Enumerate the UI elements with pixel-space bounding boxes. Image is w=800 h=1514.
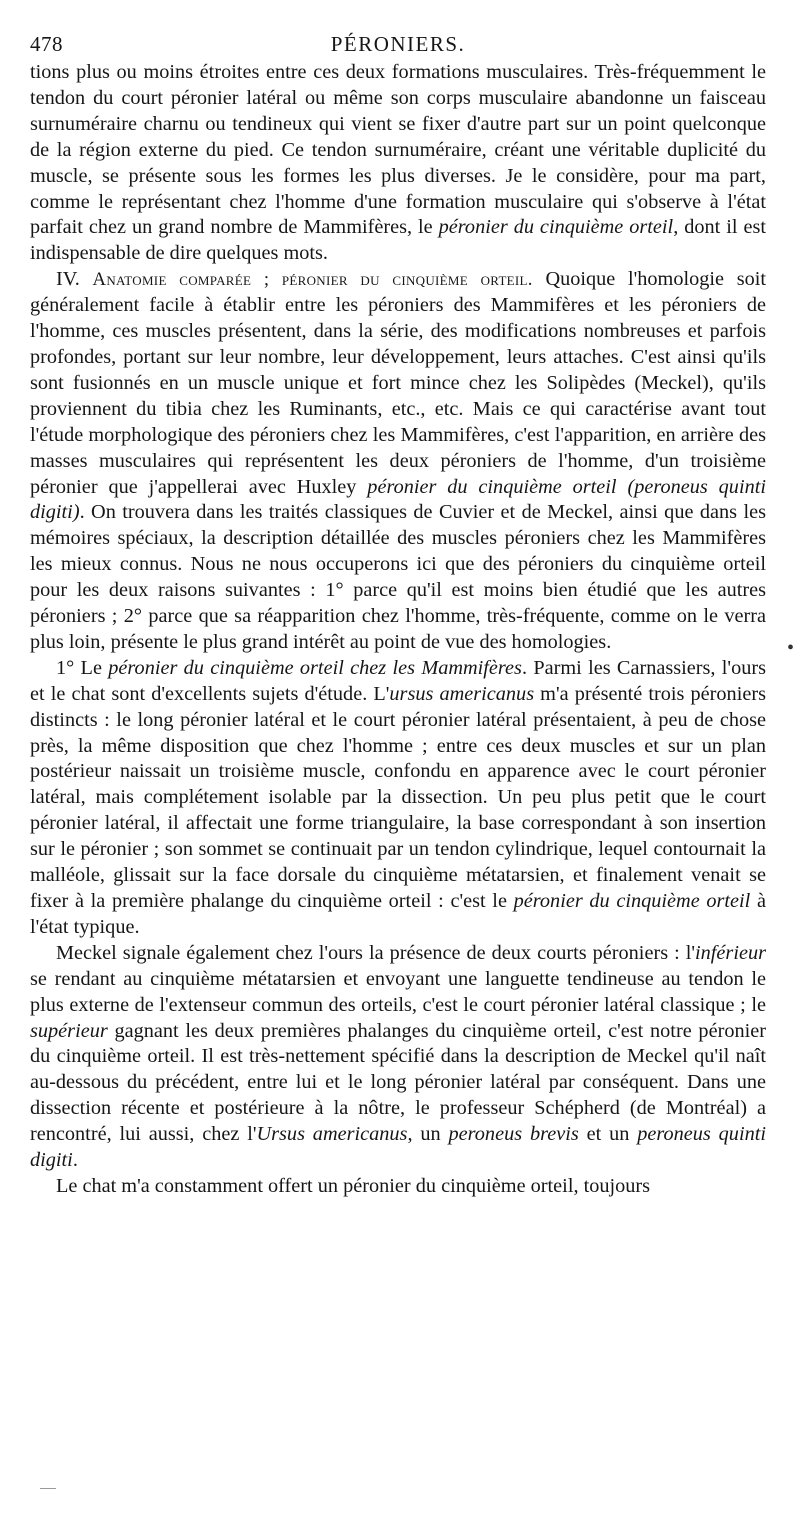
- page-number: 478: [30, 32, 63, 56]
- paragraph-continuation: tions plus ou moins étroites entre ces deux formations musculaires. Très-fréquemment le tendon du court péronier latéral ou même son corps musculaire abandonne un faisceau surnuméraire charnu ou tendineux qui vient se fixer d'autre part sur un point quelconque de la région externe du pied. Ce tendon surnuméraire, créant une véritable duplicité du muscle, se présente sous les formes les plus diverses. Je le considère, pour ma part, comme le représentant chez l'homme d'une formation musculaire qui s'observe à l'état parfait chez un grand nombre de Mammifères, le péronier du cinquième orteil, dont il est indispensable de dire quelques mots.: [30, 61, 766, 265]
- margin-dash: [40, 1488, 56, 1489]
- paragraph-meckel: Meckel signale également chez l'ours la présence de deux courts péroniers : l'inférieur se rendant au cinquième métatarsien et envoyant une languette tendineuse au tendon le plus externe de l'extenseur commun des orteils, c'est le court péronier latéral classique ; le supérieur gagnant les deux premières phalanges du cinquième orteil, c'est notre péronier du cinquième orteil. Il est très-nettement spécifié dans la description de Meckel qu'il naît au-dessous du précédent, entre lui et le long péronier latéral par conséquent. Dans une dissection récente et postérieure à la nôtre, le professeur Schépherd (de Montréal) a rencontré, lui aussi, chez l'Ursus americanus, un peroneus brevis et un peroneus quinti digiti.: [30, 941, 766, 1172]
- running-head: [30, 26, 766, 60]
- section-heading: Anatomie comparée ; péronier du cinquième orteil.: [92, 269, 533, 291]
- section-number: IV.: [56, 268, 93, 291]
- running-title: PÉRONIERS.: [330, 32, 466, 56]
- page: [30, 26, 766, 1200]
- margin-mark: •: [786, 637, 794, 659]
- paragraph-mammals: 1° Le péronier du cinquième orteil chez les Mammifères. Parmi les Carnassiers, l'ours et le chat sont d'excellents sujets d'étude. L'ursus americanus m'a présenté trois péroniers distincts : le long péronier latéral et le court péronier latéral présentaient, à peu de chose près, la même disposition que chez l'homme ; entre ces deux muscles et sur un plan postérieur naissait un troisième muscle, confondu en apparence avec le court péronier latéral, mais complétement isolable par la dissection. Un peu plus petit que le court péronier latéral, il affectait une forme triangulaire, la base correspondant à son insertion sur le péronier ; son sommet se continuait par un tendon cylindrique, lequel contournait la malléole, glissait sur la face dorsale du cinquième métatarsien, et finalement venait se fixer à la première phalange du cinquième orteil : c'est le péronier du cinquième orteil à l'état typique.: [30, 656, 766, 938]
- subsection-heading: péronier du cinquième orteil chez les Mammifères: [108, 656, 522, 679]
- body-text: [30, 60, 766, 1200]
- paragraph-cat: Le chat m'a constamment offert un péronier du cinquième orteil, toujours: [56, 1174, 651, 1197]
- paragraph-section-iv: IV. Anatomie comparée ; péronier du cinquième orteil. Quoique l'homologie soit généralement facile à établir entre les péroniers des Mammifères et les péroniers de l'homme, ces muscles présentent, dans la série, des modifications nombreuses et parfois profondes, portant sur leur nombre, leur développement, leurs attaches. C'est ainsi qu'ils sont fusionnés en un muscle unique et fort mince chez les Solipèdes (Meckel), qu'ils proviennent du tibia chez les Ruminants, etc., etc. Mais ce qui caractérise avant tout l'étude morphologique des péroniers chez les Mammifères, c'est l'apparition, en arrière des masses musculaires qui représentent les deux péroniers de l'homme, d'un troisième péronier que j'appellerai avec Huxley péronier du cinquième orteil (peroneus quinti digiti). On trouvera dans les traités classiques de Cuvier et de Meckel, ainsi que dans les mémoires spéciaux, la description détaillée des muscles péroniers chez les Mammifères les mieux connus. Nous ne nous occuperons ici que des péroniers du cinquième orteil pour les deux raisons suivantes : 1° parce qu'il est moins bien étudié que les autres péroniers ; 2° parce que sa réapparition chez l'homme, très-fréquente, comme on le verra plus loin, présente le plus grand intérêt au point de vue des homologies.: [30, 268, 766, 653]
